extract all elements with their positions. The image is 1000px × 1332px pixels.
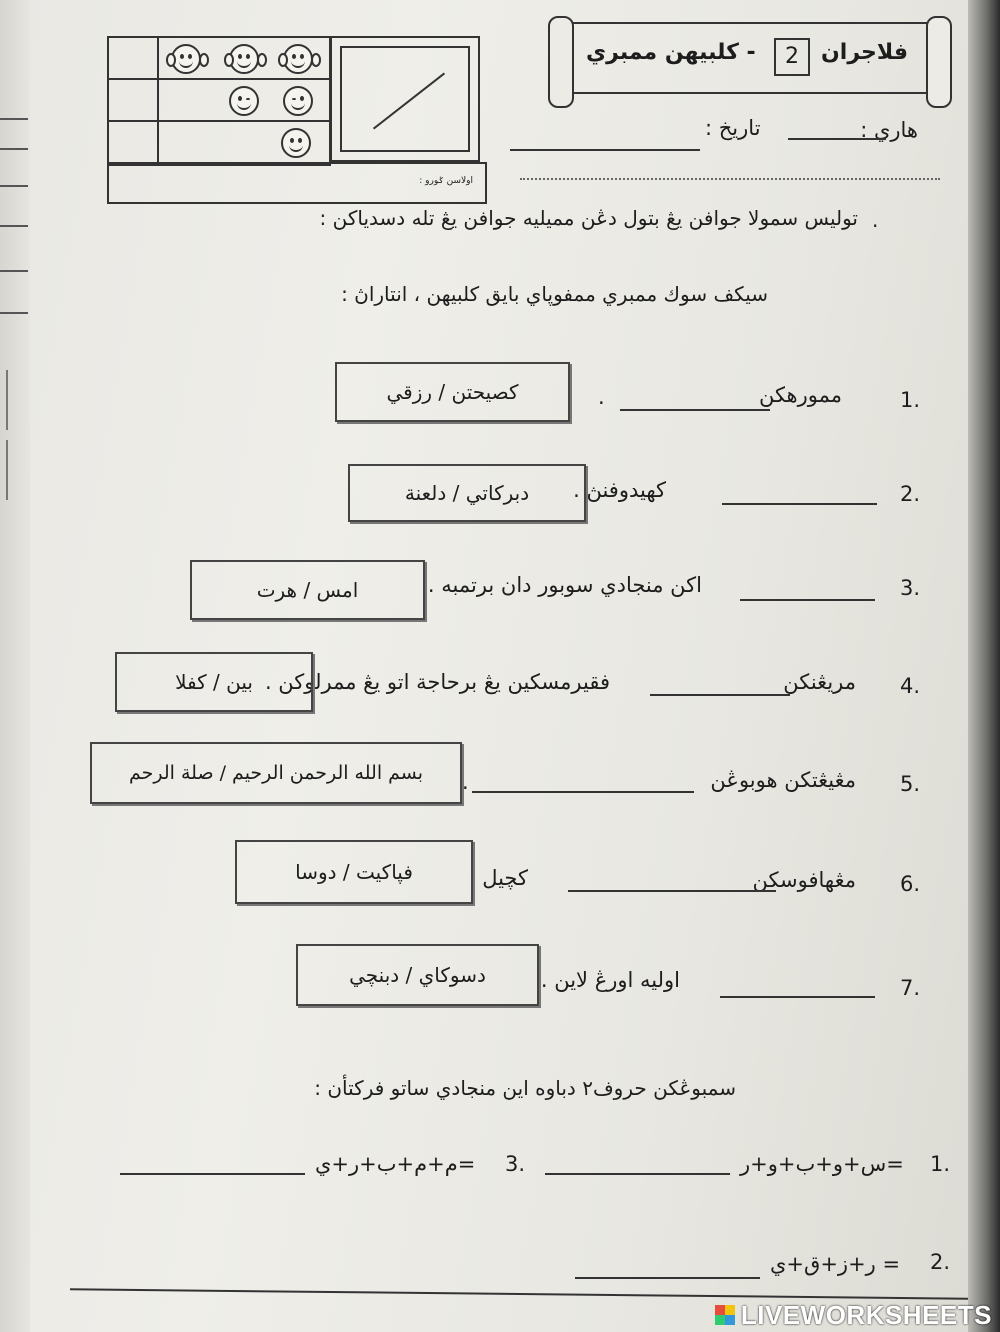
answer-choices-box: بسم الله الرحمن الرحيم / صلة الرحم: [90, 742, 462, 804]
binder-line: [0, 148, 28, 150]
answer-blank-5[interactable]: [472, 790, 694, 793]
answer-blank-4[interactable]: [650, 693, 790, 696]
liveworksheets-watermark: [715, 1300, 992, 1330]
question-end: كچيل .: [468, 866, 528, 890]
logo-square: [715, 1305, 725, 1315]
answer-blank-2[interactable]: [722, 502, 877, 505]
binder-line: [0, 118, 28, 120]
word-formula: م+م+ب+ر+ي=: [315, 1152, 476, 1176]
binder-line: [6, 440, 8, 500]
question-text: اوليه اورڠ لاين .: [540, 968, 680, 992]
question-text: كهيدوفنڽ .: [573, 478, 666, 502]
question-number: 1.: [930, 1152, 951, 1176]
answer-choices-box: دبركاتي / دلعنة: [348, 464, 586, 522]
logo-square: [725, 1315, 735, 1325]
question-text: ممورهكن: [758, 383, 842, 407]
part2-answer-blank-2[interactable]: [575, 1276, 760, 1279]
part2-answer-blank-1[interactable]: [545, 1172, 730, 1175]
title-subject: فلاجران: [821, 40, 908, 65]
word-formula: ر+ز+ق+ي =: [770, 1252, 901, 1276]
question-text: مڠهافوسكن: [752, 868, 856, 892]
instruction-line-2: سيكف سوك ممبري ممفوپاي بايق كلبيهن ، انتاراڽ :: [341, 282, 768, 306]
answer-choices-box: امس / هرت: [190, 560, 425, 620]
worksheet-title: [586, 40, 908, 65]
answer-choices-box: بين / كفلا: [115, 652, 313, 712]
scroll-curl-left: [548, 16, 574, 108]
question-number: 2.: [930, 1250, 951, 1274]
answer-choices-box: دسوكاي / دبنچي: [296, 944, 539, 1006]
instruction-line-1: توليس سمولا جوافن يڠ بتول دڠن مميليه جوافن يڠ تله دسدياكن :: [319, 206, 858, 230]
question-number: 5.: [900, 772, 921, 796]
liveworksheets-logo-icon: [715, 1305, 735, 1325]
question-text: مڠيڠتكن هوبوڠن: [710, 768, 856, 792]
score-grid: [107, 36, 331, 166]
logo-square: [715, 1315, 725, 1325]
answer-blank-1[interactable]: [620, 408, 770, 411]
instruction-bullet: .: [872, 208, 879, 232]
question-number: 4.: [900, 674, 921, 698]
question-number: 1.: [900, 388, 921, 412]
ear-icon: [257, 53, 267, 67]
date-field-blank[interactable]: [510, 148, 700, 151]
logo-square: [725, 1305, 735, 1315]
answer-blank-7[interactable]: [720, 995, 875, 998]
wink-smiley-icon: [283, 86, 313, 116]
stamp-slash: [373, 73, 445, 130]
title-topic: - كلبيهن ممبري: [585, 40, 756, 65]
ear-icon: [278, 53, 288, 67]
ear-icon: [311, 53, 321, 67]
teacher-comment-box: [107, 162, 487, 204]
part2-instruction: سمبوڠكن حروف٢ دباوه اين منجادي ساتو فركتأن :: [314, 1076, 736, 1100]
binder-line: [0, 270, 28, 272]
watermark-text: LIVEWORKSHEETS: [740, 1299, 992, 1330]
binder-line: [0, 225, 28, 227]
binder-line: [0, 185, 28, 187]
day-field-label: هاري :: [860, 118, 918, 142]
question-number: 2.: [900, 482, 921, 506]
answer-choices-box: فپاكيت / دوسا: [235, 840, 473, 904]
date-field-label: تاريخ :: [705, 116, 761, 140]
word-formula: س+و+ب+و+ر=: [740, 1152, 904, 1176]
ear-icon: [166, 53, 176, 67]
teacher-comment-label: اولاسن ݢورو :: [419, 176, 473, 186]
title-banner: [560, 22, 940, 94]
question-text: مريڠنكن: [783, 670, 856, 694]
stamp-inner-frame: [340, 46, 470, 152]
question-end: .: [598, 385, 605, 409]
lesson-number: 2: [774, 38, 810, 76]
binder-line: [6, 370, 8, 430]
day-field-blank[interactable]: [788, 137, 886, 140]
teacher-stamp-box: [330, 36, 480, 162]
part2-answer-blank-3[interactable]: [120, 1172, 305, 1175]
grid-divider: [157, 38, 159, 164]
ear-icon: [224, 53, 234, 67]
page-bottom-rule: [70, 1288, 968, 1299]
question-text: اكن منجادي سوبور دان برتمبه .: [427, 573, 702, 597]
smiley-icon: [281, 128, 311, 158]
question-number: 6.: [900, 872, 921, 896]
dotted-divider: [520, 178, 940, 180]
answer-blank-6[interactable]: [568, 889, 776, 892]
question-number: 3.: [900, 576, 921, 600]
question-number: 7.: [900, 976, 921, 1000]
scroll-curl-right: [926, 16, 952, 108]
ear-icon: [199, 53, 209, 67]
binder-line: [0, 312, 28, 314]
answer-blank-3[interactable]: [740, 598, 875, 601]
binder-margin: [0, 0, 30, 1332]
question-end: فقيرمسكين يڠ برحاجة اتو يڠ ممرلوكن .: [264, 670, 610, 694]
question-number: 3.: [505, 1152, 526, 1176]
wink-smiley-icon: [229, 86, 259, 116]
answer-choices-box: كصيحتن / رزقي: [335, 362, 570, 422]
question-end: .: [462, 770, 469, 794]
page-shadow-edge: [968, 0, 1000, 1332]
